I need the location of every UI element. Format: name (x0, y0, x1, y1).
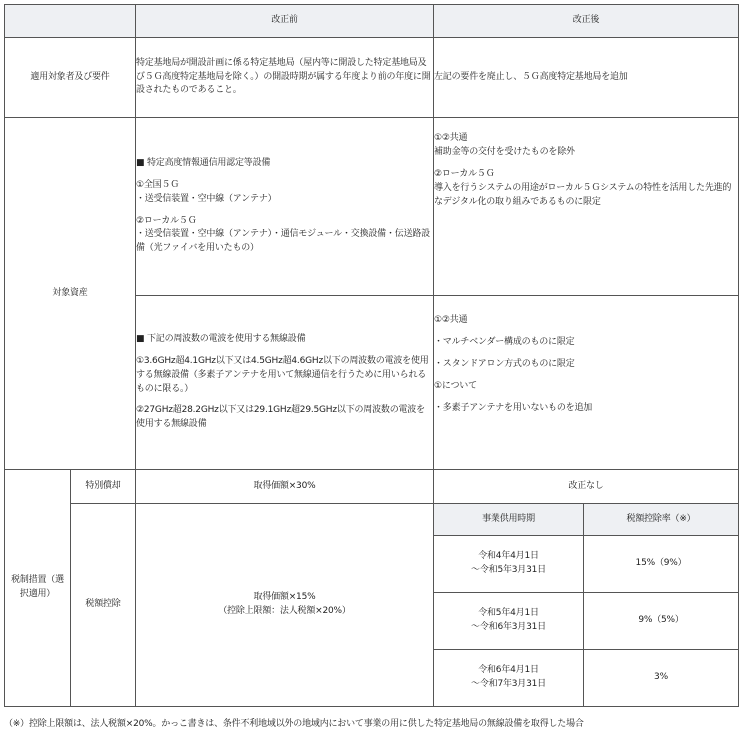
table-row (434, 536, 739, 593)
period-cell (434, 536, 584, 593)
period-end: ～令和7年3月31日 (471, 679, 546, 689)
period-start: 令和4年4月1日 (478, 551, 539, 562)
period-start: 令和6年4月1日 (478, 665, 539, 676)
comparison-table (4, 4, 739, 707)
freq-after-line: ・マルチベンダー構成のものに限定 (434, 336, 575, 347)
label-special: 特別償却 (71, 470, 136, 504)
period-cell (434, 593, 584, 650)
row-special (5, 470, 739, 504)
special-before: 取得価額×30% (136, 470, 434, 504)
freq-item1: ①3.6GHz超4.1GHz以下又は4.5GHz超4.6GHz以下の周波数の電波を使用する無線設備（多素子アンテナを用いて無線通信を行うために用いられるものに限る。） (136, 355, 429, 394)
applicable-before: 特定基地局が開設計画に係る特定基地局（屋内等に開設した特定基地局及び５Ｇ高度特定基地局を除く。）の開設時期が属する年度より前の年度に開設されたものであること。 (136, 38, 434, 118)
assets-after-line: ②ローカル５Ｇ (434, 168, 495, 179)
freq-after-line: ・多素子アンテナを用いないものを追加 (434, 402, 593, 413)
row-applicable (5, 38, 739, 118)
assets-item2-text: ・送受信装置・空中線（アンテナ）・通信モジュール・交換設備・伝送路設備（光ファイバを用いたもの） (136, 229, 430, 254)
assets-before-1 (136, 118, 434, 296)
assets-after-line: 補助金等の交付を受けたものを除外 (434, 146, 575, 157)
col-period: 事業供用時期 (434, 504, 584, 536)
assets-before-title: ■ 特定高度情報通信用認定等設備 (136, 157, 271, 168)
col-rate: 税額控除率（※） (584, 504, 739, 536)
period-end: ～令和6年3月31日 (471, 622, 546, 632)
freq-title: ■ 下記の周波数の電波を使用する無線設備 (136, 333, 306, 344)
assets-item1-text: ・送受信装置・空中線（アンテナ） (136, 193, 277, 204)
credit-rate-header (434, 504, 739, 536)
label-tax: 税制措置（選択適用） (5, 470, 71, 707)
rate-cell: 3% (584, 650, 739, 707)
freq-after-line: ①について (434, 380, 477, 391)
credit-after (434, 504, 739, 707)
assets-before-2 (136, 296, 434, 470)
table-row (434, 593, 739, 650)
label-applicable: 適用対象者及び要件 (5, 38, 136, 118)
credit-rate-table (433, 503, 739, 707)
credit-before-l2: （控除上限額：法人税額×20%） (218, 606, 351, 616)
table-row (434, 650, 739, 707)
assets-after-2 (434, 296, 739, 470)
header-blank (5, 5, 136, 38)
period-start: 令和5年4月1日 (478, 608, 539, 619)
label-credit: 税額控除 (71, 504, 136, 707)
assets-item2-title: ②ローカル５Ｇ (136, 215, 197, 226)
header-row (5, 5, 739, 38)
special-after: 改正なし (434, 470, 739, 504)
freq-item2: ②27GHz超28.2GHz以下又は29.1GHz超29.5GHz以下の周波数の電波を使用する無線設備 (136, 405, 425, 430)
rate-cell: 15%（9%） (584, 536, 739, 593)
credit-before-l1: 取得価額×15% (253, 592, 316, 603)
header-after: 改正後 (434, 5, 739, 38)
assets-after-line: ①②共通 (434, 133, 468, 143)
applicable-after: 左記の要件を廃止し、５Ｇ高度特定基地局を追加 (434, 38, 739, 118)
freq-after-line: ①②共通 (434, 315, 468, 325)
period-cell (434, 650, 584, 707)
freq-after-line: ・スタンドアロン方式のものに限定 (434, 358, 575, 369)
rate-cell: 9%（5%） (584, 593, 739, 650)
row-assets-1 (5, 118, 739, 296)
assets-after-1 (434, 118, 739, 296)
assets-item1-title: ①全国５Ｇ (136, 179, 180, 190)
header-before: 改正前 (136, 5, 434, 38)
label-assets: 対象資産 (5, 118, 136, 470)
footnote: （※）控除上限額は、法人税額×20%。かっこ書きは、条件不利地域以外の地域内において事業の用に供した特定基地局の無線設備を取得した場合 (4, 719, 584, 729)
assets-after-line: 導入を行うシステムの用途がローカル５Ｇシステムの特性を活用した先進的なデジタル化の取り組みであるものに限定 (434, 182, 732, 207)
credit-before (136, 504, 434, 707)
period-end: ～令和5年3月31日 (471, 565, 546, 575)
row-credit (5, 504, 739, 707)
